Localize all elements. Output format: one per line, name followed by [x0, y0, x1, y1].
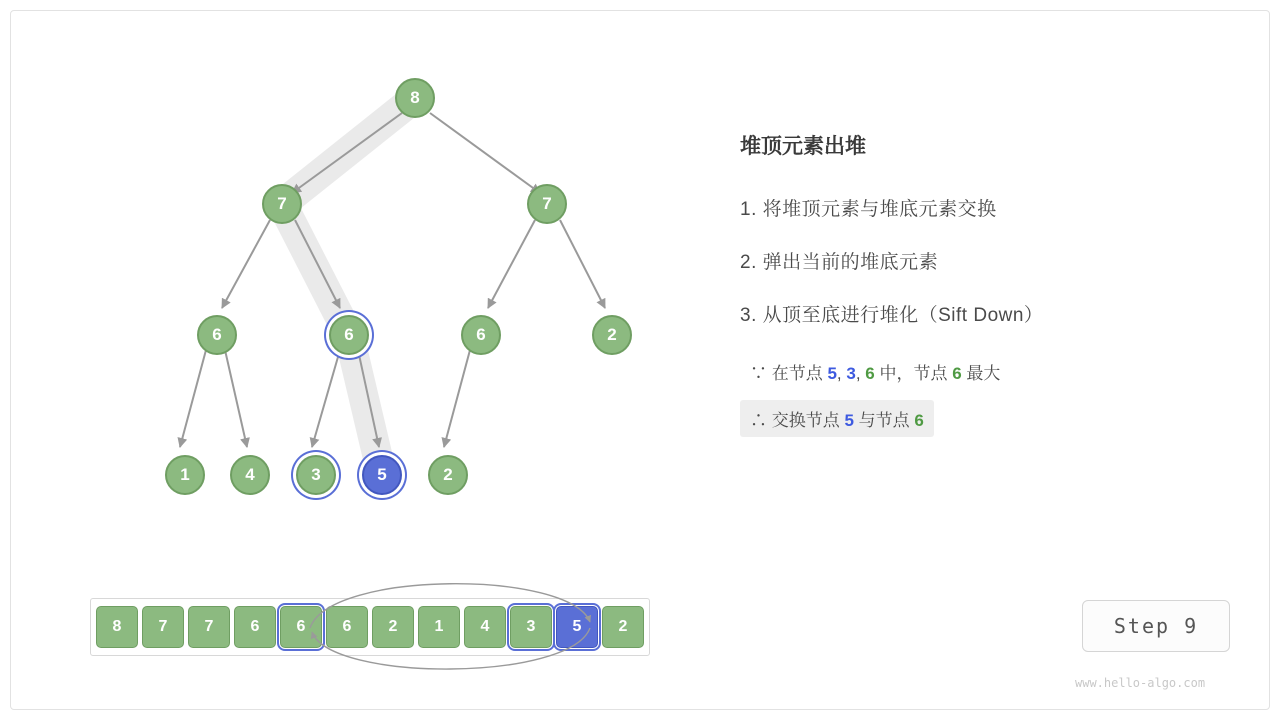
array-cell-value: 6 — [250, 618, 260, 635]
step-badge: Step 9 — [1082, 600, 1230, 652]
reason-note — [740, 353, 1010, 390]
tree-node — [262, 184, 302, 224]
tree-node — [428, 455, 468, 495]
tree-node — [527, 184, 567, 224]
tree-node — [395, 78, 435, 118]
reason-value-2: 3 — [846, 364, 856, 383]
array-cell-value: 7 — [204, 618, 214, 635]
array-cell — [234, 606, 276, 648]
array-cell-value: 4 — [480, 618, 490, 635]
array-cell-value: 3 — [526, 618, 536, 635]
step-item-2: 2. 弹出当前的堆底元素 — [740, 252, 939, 273]
node-value: 7 — [542, 194, 552, 213]
reason-suffix: 最大 — [961, 364, 1001, 383]
conclusion-middle: 与节点 — [853, 411, 915, 430]
panel-title: 堆顶元素出堆 — [740, 135, 866, 158]
tree-node-selected — [362, 455, 402, 495]
conclusion-note — [740, 400, 934, 437]
node-value: 4 — [245, 465, 255, 484]
node-value: 3 — [311, 465, 321, 484]
array-cell-value: 7 — [158, 618, 168, 635]
array-cell-value: 8 — [112, 618, 122, 635]
array-cell — [142, 606, 184, 648]
conclusion-value-2: 6 — [914, 411, 924, 430]
reason-value-3: 6 — [865, 364, 875, 383]
array-cell — [96, 606, 138, 648]
conclusion-value-1: 5 — [844, 411, 854, 430]
array-cell-value: 2 — [388, 618, 398, 635]
conclusion-prefix: ∴ 交换节点 — [750, 411, 845, 430]
node-value: 2 — [607, 325, 617, 344]
binary-heap-tree-diagram — [40, 30, 700, 570]
node-value: 6 — [212, 325, 222, 344]
array-cell-value: 2 — [618, 618, 628, 635]
node-value: 8 — [410, 88, 420, 107]
node-value: 5 — [377, 465, 387, 484]
reason-middle: 中，节点 — [874, 364, 953, 383]
tree-node — [461, 315, 501, 355]
tree-node — [165, 455, 205, 495]
array-swap-arc — [290, 570, 650, 670]
reason-sep-1: , — [836, 364, 847, 383]
explanation-panel — [740, 130, 1210, 447]
step-item-3: 3. 从顶至底进行堆化（Sift Down） — [740, 305, 1044, 326]
node-value: 6 — [344, 325, 354, 344]
node-value: 7 — [277, 194, 287, 213]
array-cell-value: 1 — [434, 618, 444, 635]
node-value: 2 — [443, 465, 453, 484]
step-item-1: 1. 将堆顶元素与堆底元素交换 — [740, 199, 997, 220]
reason-sep-2: , — [855, 364, 866, 383]
array-cell-value: 6 — [342, 618, 352, 635]
node-value: 1 — [180, 465, 190, 484]
node-value: 6 — [476, 325, 486, 344]
reason-value-1: 5 — [827, 364, 837, 383]
tree-node-highlighted — [296, 455, 336, 495]
array-cell-value: 6 — [296, 618, 306, 635]
array-cell-value: 5 — [572, 618, 582, 635]
tree-node — [592, 315, 632, 355]
tree-node-highlighted — [329, 315, 369, 355]
tree-node — [230, 455, 270, 495]
tree-node — [197, 315, 237, 355]
reason-value-4: 6 — [952, 364, 962, 383]
reason-prefix: ∵ 在节点 — [750, 364, 828, 383]
watermark: www.hello-algo.com — [1075, 676, 1206, 690]
array-cell — [188, 606, 230, 648]
